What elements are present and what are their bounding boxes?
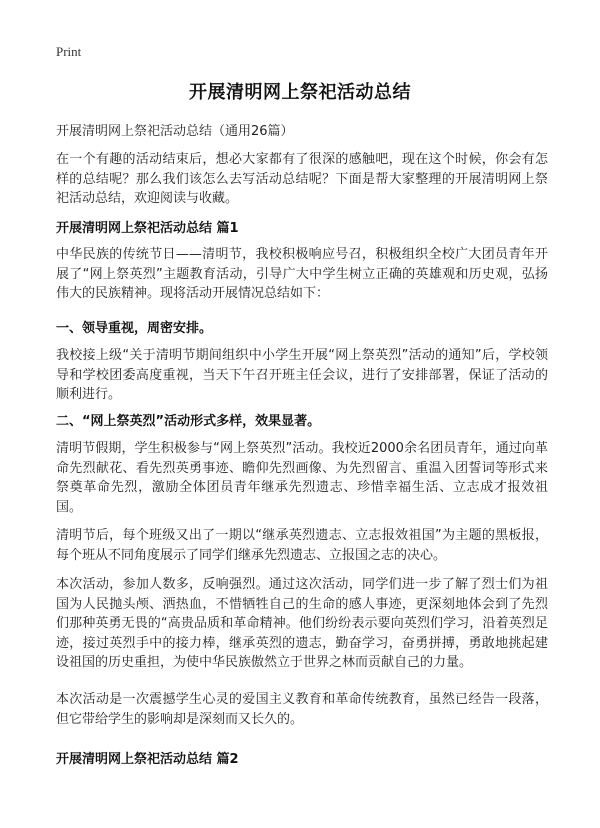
paragraph: 中华民族的传统节日——清明节，我校积极响应号召，积极组织全校广大团员青年开展了“网上祭英烈”主题教育活动，引导广大中学生树立正确的英雄观和历史观，弘扬伟大的民族精神。现将活动开展情况总结如下： <box>56 247 548 301</box>
subheading-activities: 二、“网上祭英烈”活动形式多样，效果显著。 <box>56 414 321 429</box>
paragraph: 本次活动是一次震撼学生心灵的爱国主义教育和革命传统教育，虽然已经告一段落，但它带给学生的影响却是深刻而又长久的。 <box>56 692 548 727</box>
document-title: 开展清明网上祭祀活动总结 <box>189 82 411 103</box>
paragraph: 我校接上级“关于清明节期间组织中小学生开展“网上祭英烈”活动的通知”后，学校领导和学校团委高度重视，当天下午召开班主任会议，进行了安排部署，保证了活动的顺利进行。 <box>56 348 548 402</box>
print-link[interactable]: Print <box>56 44 82 59</box>
section-heading-2: 开展清明网上祭祀活动总结 篇2 <box>56 752 239 767</box>
paragraph: 清明节假期，学生积极参与“网上祭英烈”活动。我校近2000余名团员青年，通过向革命先烈献花、看先烈英勇事迹、瞻仰先烈画像、为先烈留言、重温入团誓词等形式来祭奠革命先烈，激励全体团员青年继承先烈遗志、珍惜幸福生活、立志成才报效祖国。 <box>56 441 548 515</box>
paragraph: 本次活动，参加人数多，反响强烈。通过这次活动，同学们进一步了解了烈士们为祖国为人民抛头颅、洒热血，不惜牺牲自己的生命的感人事迹，更深刻地体会到了先烈们那种英勇无畏的“高贵品质和革命精神。他们纷纷表示要向英烈们学习，沿着英烈足迹，接过英烈手中的接力棒，继承英烈的遗志，勤奋学习，奋勇拼搏，勇敢地挑起建设祖国的历史重担，为使中华民族傲然立于世界之林而贡献自己的力量。 <box>56 577 548 670</box>
paragraph: 清明节后，每个班级又出了一期以“继承英烈遗志、立志报效祖国”为主题的黑板报，每个班从不同角度展示了同学们继承先烈遗志、立报国之志的决心。 <box>56 528 548 563</box>
intro-paragraph: 在一个有趣的活动结束后，想必大家都有了很深的感触吧，现在这个时候，你会有怎样的总结呢？那么我们该怎么去写活动总结呢？下面是帮大家整理的开展清明网上祭祀活动总结，欢迎阅读与收藏。 <box>56 152 548 206</box>
subheading-leadership: 一、领导重视，周密安排。 <box>56 321 213 336</box>
section-heading-1: 开展清明网上祭祀活动总结 篇1 <box>56 221 239 236</box>
document-subtitle: 开展清明网上祭祀活动总结（通用26篇） <box>56 124 294 139</box>
